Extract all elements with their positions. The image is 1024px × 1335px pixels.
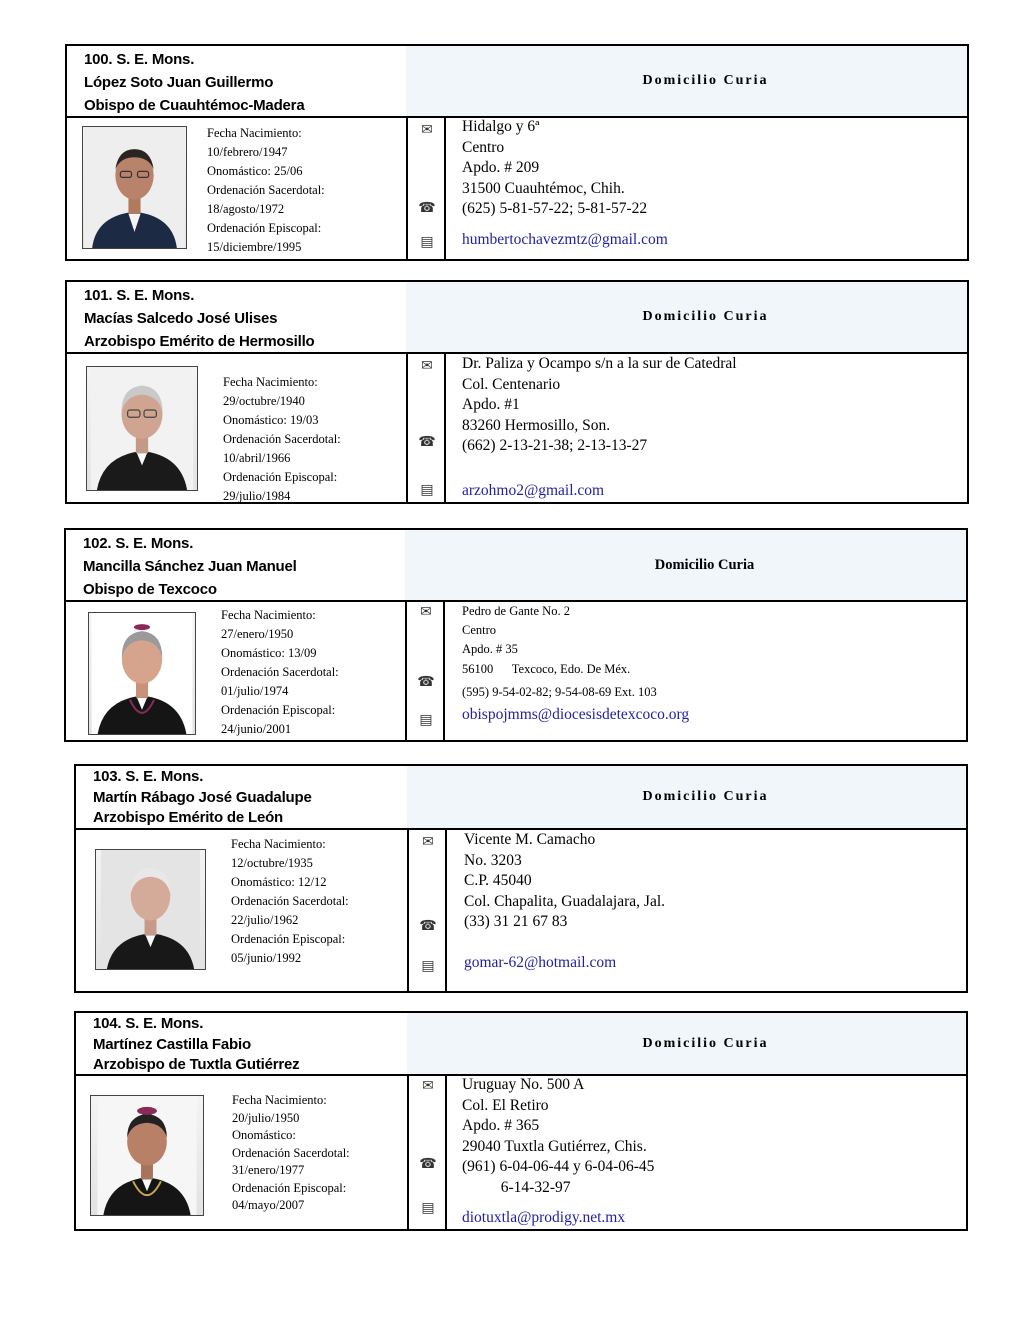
telephone-icon: ☎ — [417, 674, 435, 690]
computer-icon: ▤ — [421, 1200, 435, 1216]
address-line: Dr. Paliza y Ocampo s/n a la sur de Catedral — [462, 355, 737, 372]
bio-line: Ordenación Sacerdotal: — [207, 183, 325, 197]
icon-column — [406, 352, 446, 504]
phone-line: (595) 9-54-02-82; 9-54-08-69 Ext. 103 — [462, 684, 657, 699]
telephone-icon: ☎ — [419, 918, 437, 934]
bio-line: Onomástico: 13/09 — [221, 646, 317, 660]
bishop-title: 104. S. E. Mons. — [93, 1015, 204, 1032]
name-header — [66, 530, 407, 602]
bio-dates — [232, 1092, 350, 1215]
name-header — [76, 1013, 409, 1076]
email-link[interactable]: arzohmo2@gmail.com — [462, 482, 605, 499]
bio-line: Ordenación Episcopal: — [221, 703, 336, 717]
bio-line: 15/diciembre/1995 — [207, 240, 302, 254]
bishop-photo — [88, 612, 196, 735]
bishop-office: Obispo de Cuauhtémoc-Madera — [84, 97, 305, 114]
name-header — [67, 282, 408, 354]
email-link[interactable]: diotuxtla@prodigy.net.mx — [462, 1209, 626, 1226]
bio-line: Onomástico: — [232, 1128, 296, 1142]
phone-line: 6-14-32-97 — [462, 1178, 571, 1196]
bishop-photo — [82, 126, 187, 249]
portrait-image — [96, 850, 205, 969]
phone-line: (625) 5-81-57-22; 5-81-57-22 — [462, 200, 648, 218]
address-block — [462, 602, 657, 702]
email-link[interactable]: obispojmms@diocesisdetexcoco.org — [462, 706, 690, 723]
envelope-icon: ✉ — [422, 834, 434, 850]
bishop-photo — [90, 1095, 204, 1216]
portrait-image — [87, 367, 197, 490]
bishop-card-102 — [64, 528, 968, 742]
address-line: Col. Chapalita, Guadalajara, Jal. — [464, 892, 666, 910]
envelope-icon: ✉ — [421, 122, 433, 138]
bio-line: 04/mayo/2007 — [232, 1198, 305, 1212]
address-line: 29040 Tuxtla Gutiérrez, Chis. — [462, 1137, 647, 1155]
bishop-photo — [95, 849, 206, 970]
bio-line: Onomástico: 12/12 — [231, 875, 327, 889]
address-line: 56100 Texcoco, Edo. De Méx. — [462, 661, 631, 676]
address-line: Apdo. # 365 — [462, 1117, 540, 1135]
domicilio-header: Domicilio Curia — [444, 46, 967, 118]
portrait-image — [83, 127, 186, 248]
bishop-name: Macías Salcedo José Ulises — [84, 310, 278, 327]
address-block — [464, 830, 665, 933]
bio-line: 29/julio/1984 — [223, 489, 291, 503]
address-line: Apdo. # 209 — [462, 159, 540, 177]
bio-line: 05/junio/1992 — [231, 951, 302, 965]
email-link[interactable]: humbertochavezmtz@gmail.com — [462, 231, 668, 248]
icon-header-cell — [407, 1013, 447, 1076]
computer-icon: ▤ — [419, 712, 433, 728]
bio-line: Fecha Nacimiento: — [221, 608, 316, 622]
computer-icon: ▤ — [420, 234, 434, 250]
bio-line: Fecha Nacimiento: — [207, 126, 302, 140]
bio-line: Onomástico: 25/06 — [207, 164, 303, 178]
bio-dates — [207, 124, 325, 257]
bio-line: Ordenación Sacerdotal: — [231, 894, 349, 908]
bishop-title: 103. S. E. Mons. — [93, 768, 204, 785]
domicilio-header: Domicilio Curia — [445, 766, 966, 830]
icon-column — [407, 828, 447, 993]
domicilio-header: Domicilio Curia — [443, 530, 966, 602]
bio-line: 27/enero/1950 — [221, 627, 294, 641]
bio-line: 01/julio/1974 — [221, 684, 289, 698]
envelope-icon: ✉ — [421, 358, 433, 374]
bishop-card-103 — [74, 764, 968, 993]
bishop-name: Mancilla Sánchez Juan Manuel — [83, 558, 297, 575]
phone-line: (961) 6-04-06-44 y 6-04-06-45 — [462, 1158, 655, 1176]
bishop-name: Martínez Castilla Fabio — [93, 1035, 251, 1053]
bio-line: Fecha Nacimiento: — [232, 1093, 327, 1107]
portrait-image — [91, 1096, 203, 1215]
bishop-office: Arzobispo Emérito de Hermosillo — [84, 333, 315, 350]
address-line: 83260 Hermosillo, Son. — [462, 416, 611, 434]
bio-line: Ordenación Episcopal: — [231, 932, 346, 946]
computer-icon: ▤ — [421, 958, 435, 974]
bishop-office: Obispo de Texcoco — [83, 581, 217, 598]
address-line: Pedro de Gante No. 2 — [462, 604, 570, 618]
bio-line: Ordenación Sacerdotal: — [221, 665, 339, 679]
phone-line: (662) 2-13-21-38; 2-13-13-27 — [462, 437, 648, 455]
address-block — [462, 354, 737, 457]
address-block — [462, 1075, 654, 1199]
bishop-title: 101. S. E. Mons. — [84, 287, 195, 304]
address-line: Centro — [462, 623, 497, 638]
bio-line: 18/agosto/1972 — [207, 202, 285, 216]
envelope-icon: ✉ — [422, 1078, 434, 1094]
bio-line: 20/julio/1950 — [232, 1110, 300, 1125]
bishop-office: Arzobispo Emérito de León — [93, 809, 284, 826]
bishop-title: 102. S. E. Mons. — [83, 535, 194, 552]
telephone-icon: ☎ — [418, 434, 436, 450]
bio-line: Ordenación Episcopal: — [207, 221, 322, 235]
address-line: Hidalgo y 6ª — [462, 118, 540, 135]
bio-line: 12/octubre/1935 — [231, 856, 313, 870]
address-line: Col. Centenario — [462, 375, 561, 393]
address-line: Col. El Retiro — [462, 1096, 549, 1114]
bio-line: Fecha Nacimiento: — [231, 837, 326, 851]
bishop-card-101 — [65, 280, 969, 504]
bio-line: Fecha Nacimiento: — [223, 375, 318, 389]
icon-column — [407, 1074, 447, 1231]
icon-header-cell — [405, 530, 445, 602]
telephone-icon: ☎ — [418, 200, 436, 216]
phone-line: (33) 31 21 67 83 — [464, 913, 568, 931]
bishop-card-100 — [65, 44, 969, 261]
bio-line: Ordenación Sacerdotal: — [223, 432, 341, 446]
domicilio-header: Domicilio Curia — [444, 282, 967, 354]
address-line: Apdo. # 35 — [462, 642, 518, 657]
bio-dates — [231, 835, 349, 968]
bio-line: Onomástico: 19/03 — [223, 413, 319, 427]
bio-line: Ordenación Episcopal: — [223, 470, 338, 484]
bio-dates — [223, 373, 341, 506]
bio-line: 29/octubre/1940 — [223, 394, 305, 408]
bishop-photo — [86, 366, 198, 491]
address-line: Apdo. #1 — [462, 396, 520, 414]
address-line: 31500 Cuauhtémoc, Chih. — [462, 179, 625, 197]
address-line: Uruguay No. 500 A — [462, 1076, 585, 1093]
bishop-office: Arzobispo de Tuxtla Gutiérrez — [93, 1056, 300, 1073]
computer-icon: ▤ — [420, 482, 434, 498]
bio-line: 31/enero/1977 — [232, 1163, 305, 1177]
name-header — [67, 46, 408, 118]
icon-column — [406, 116, 446, 261]
address-line: C.P. 45040 — [464, 872, 532, 890]
bio-dates — [221, 606, 339, 739]
bishop-card-104 — [74, 1011, 968, 1231]
domicilio-header: Domicilio Curia — [445, 1013, 966, 1076]
telephone-icon: ☎ — [419, 1156, 437, 1172]
email-link[interactable]: gomar-62@hotmail.com — [464, 954, 617, 971]
bishop-name: López Soto Juan Guillermo — [84, 74, 274, 91]
envelope-icon: ✉ — [420, 604, 432, 620]
portrait-image — [89, 613, 195, 734]
bio-line: Ordenación Episcopal: — [232, 1180, 347, 1195]
bio-line: 22/julio/1962 — [231, 913, 299, 927]
address-line: Vicente M. Camacho — [464, 831, 596, 848]
bio-line: Ordenación Sacerdotal: — [232, 1145, 350, 1160]
bio-line: 10/febrero/1947 — [207, 145, 288, 159]
icon-header-cell — [406, 46, 446, 118]
bio-line: 10/abril/1966 — [223, 451, 291, 465]
bishop-title: 100. S. E. Mons. — [84, 51, 195, 68]
name-header — [76, 766, 409, 830]
address-line: No. 3203 — [464, 851, 522, 869]
bio-line: 24/junio/2001 — [221, 722, 292, 736]
bishop-name: Martín Rábago José Guadalupe — [93, 788, 312, 806]
icon-header-cell — [406, 282, 446, 354]
icon-header-cell — [407, 766, 447, 830]
icon-column — [405, 600, 445, 742]
address-line: Centro — [462, 138, 505, 156]
address-block — [462, 117, 647, 220]
